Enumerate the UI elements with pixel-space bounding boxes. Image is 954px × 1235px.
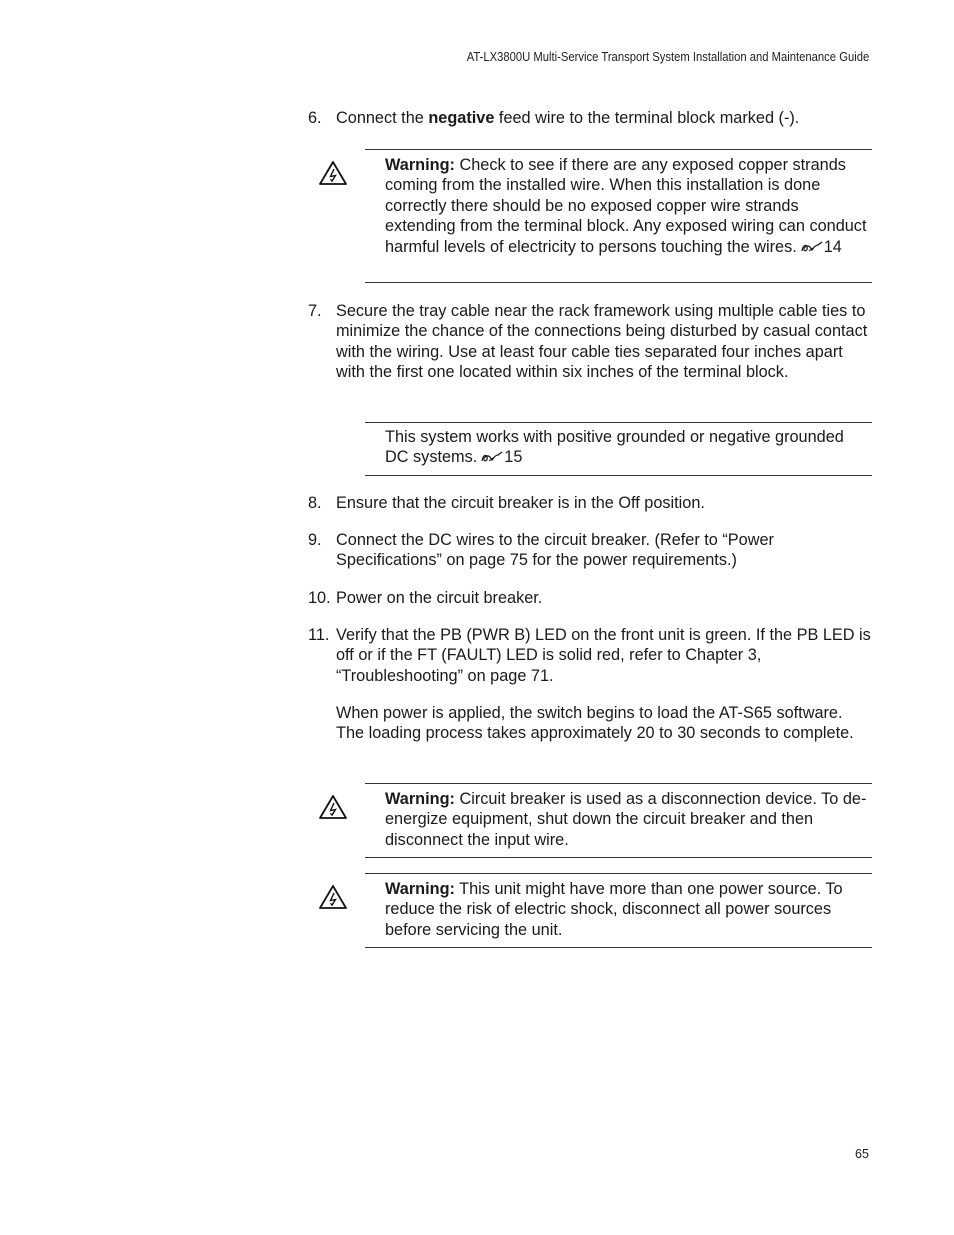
warning-box-multiple-power-sources	[365, 873, 872, 948]
step-10	[308, 588, 873, 608]
step-text: Secure the tray cable near the rack framework using multiple cable ties to minimize the chance of the connections being disturbed by casual contact with the wiring. Use at least four cable ties separated four inches apart with the first one located within six inches of the terminal block.	[336, 302, 868, 382]
step-11	[308, 625, 873, 686]
emphasis-negative: negative	[428, 109, 495, 127]
translation-reference-number: 15	[504, 448, 523, 467]
warning-box-exposed-wire	[365, 149, 872, 283]
step-text: Connect the negative feed wire to the terminal block marked (-).	[336, 109, 800, 127]
step-9	[308, 530, 873, 571]
step-number: 8.	[308, 494, 322, 512]
step-number: 10.	[308, 589, 331, 607]
translation-reference-icon	[801, 241, 823, 253]
step-7	[308, 301, 873, 383]
warning-text: Warning: This unit might have more than one power source. To reduce the risk of electric shock, disconnect all power sources before servicing the unit.	[385, 880, 843, 939]
warning-text: Warning: Check to see if there are any exposed copper strands coming from the installed wire. When this installation is done correctly there should be no exposed copper wire strands extending from the terminal block. Any exposed wiring can conduct harmful levels of electricity to persons touching the wires. 14	[385, 156, 867, 256]
warning-text: Warning: Circuit breaker is used as a disconnection device. To de-energize equipment, shut down the circuit breaker and then disconnect the input wire.	[385, 790, 867, 849]
warning-label: Warning:	[385, 880, 455, 898]
step-number: 11.	[308, 626, 330, 644]
note-box-grounding	[365, 422, 872, 476]
step-number: 6.	[308, 109, 322, 127]
page-number: 65	[855, 1147, 869, 1161]
step-8	[308, 493, 873, 513]
step-text: Verify that the PB (PWR B) LED on the front unit is green. If the PB LED is off or if the FT (FAULT) LED is solid red, refer to Chapter 3, “Troubleshooting” on page 71.	[336, 626, 871, 685]
step-number: 7.	[308, 302, 322, 320]
translation-reference-icon	[481, 451, 503, 463]
step-text: Ensure that the circuit breaker is in the Off position.	[336, 494, 705, 512]
warning-label: Warning:	[385, 790, 455, 808]
step-text: Power on the circuit breaker.	[336, 589, 543, 607]
step-6	[308, 108, 873, 128]
step-number: 9.	[308, 531, 322, 549]
electrical-hazard-icon	[318, 884, 348, 910]
power-on-paragraph: When power is applied, the switch begins to load the AT-S65 software. The loading process takes approximately 20 to 30 seconds to complete.	[336, 704, 854, 743]
translation-reference-number: 14	[823, 237, 842, 256]
note-text: This system works with positive grounded or negative grounded DC systems. 15	[385, 428, 844, 467]
step-text: Connect the DC wires to the circuit breaker. (Refer to “Power Specifications” on page 75 for the power requirements.)	[336, 531, 774, 570]
electrical-hazard-icon	[318, 794, 348, 820]
warning-label: Warning:	[385, 156, 455, 174]
electrical-hazard-icon	[318, 160, 348, 186]
running-header: AT-LX3800U Multi-Service Transport System Installation and Maintenance Guide	[466, 50, 869, 64]
warning-box-circuit-breaker	[365, 783, 872, 858]
